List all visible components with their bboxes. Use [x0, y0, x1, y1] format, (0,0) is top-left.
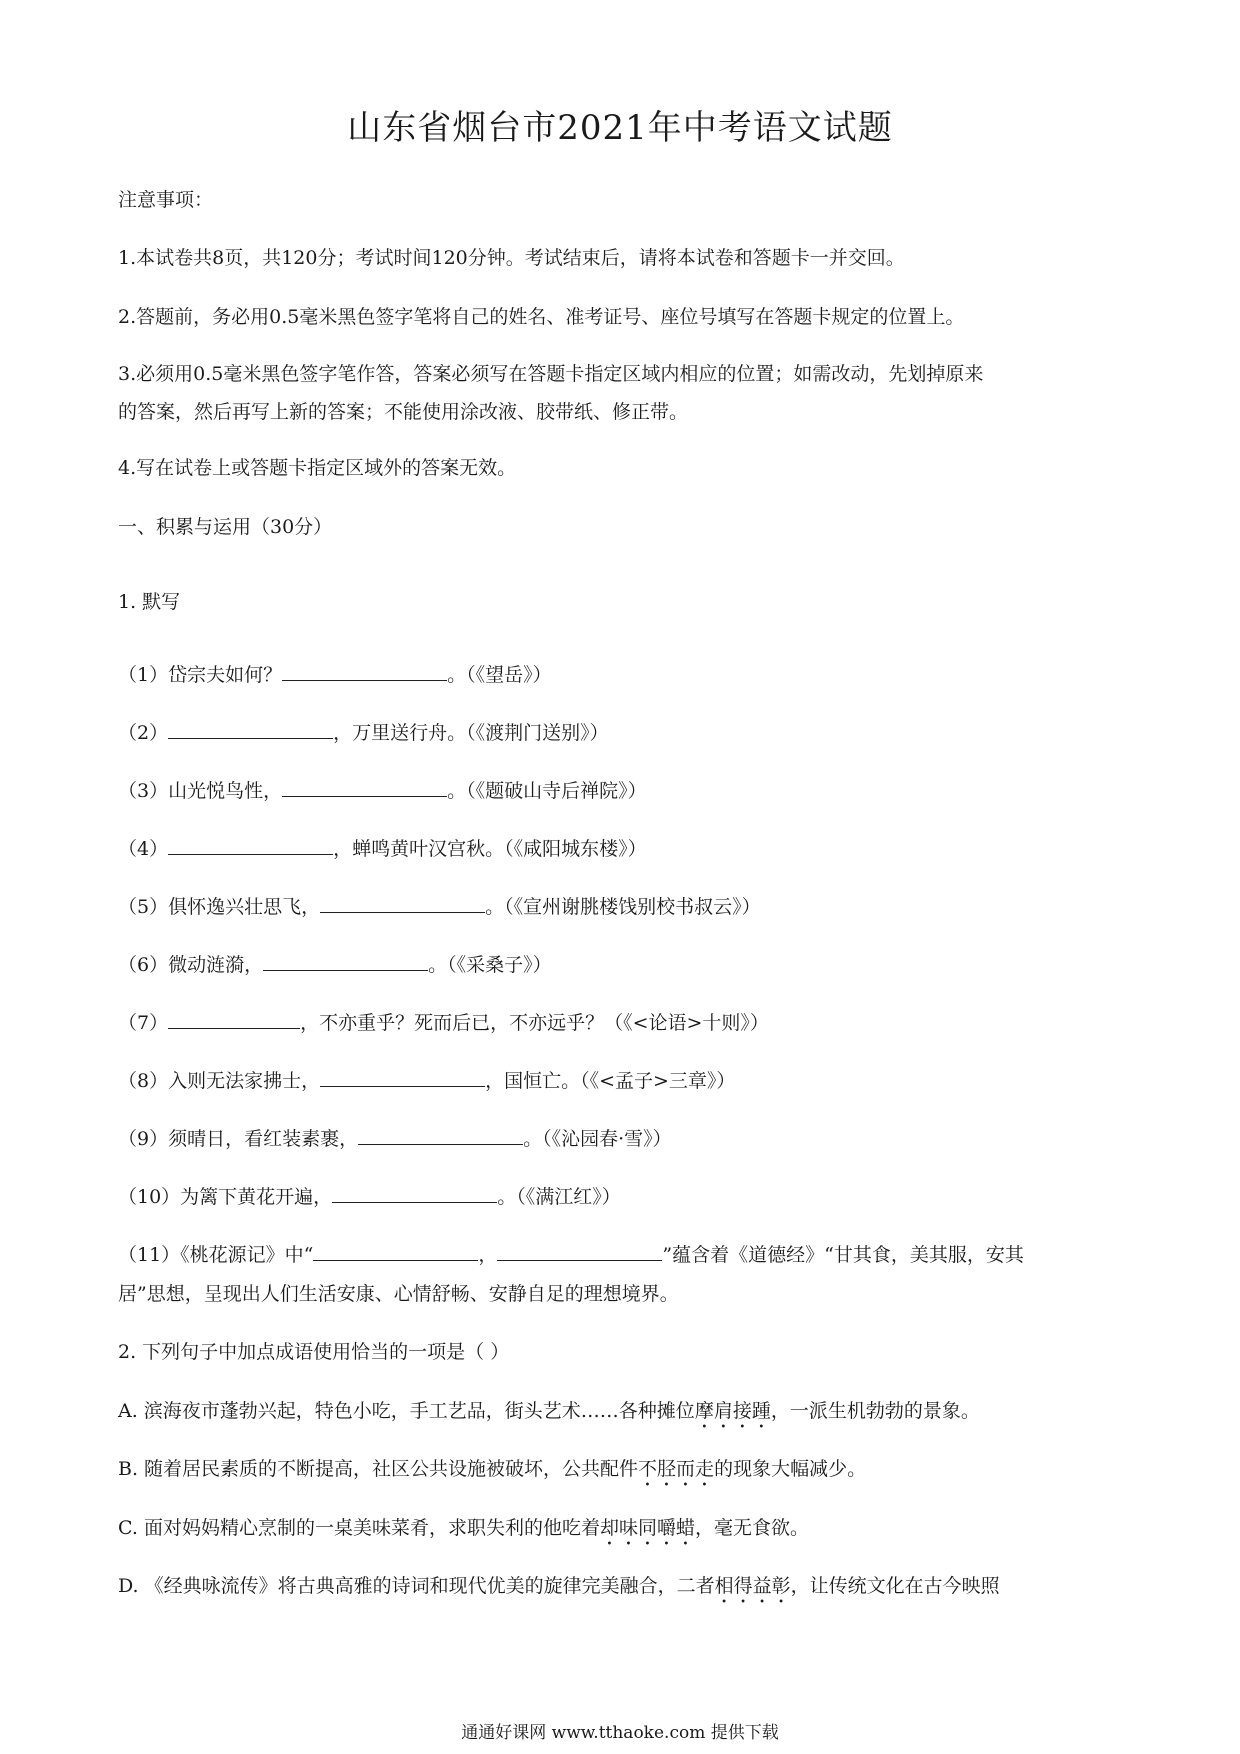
q1-item-6-text: （6）微动涟漪， [118, 954, 264, 976]
answer-blank [497, 1238, 662, 1261]
answer-blank [263, 948, 428, 971]
q1-item-7 [118, 1005, 1133, 1041]
answer-blank [358, 1122, 523, 1145]
q1-item-10 [118, 1179, 1133, 1215]
q1-item-9-source: 。（《沁园春·雪》） [523, 1128, 672, 1150]
q1-item-2-source: ，万里送行舟。（《渡荆门送别》） [333, 722, 609, 744]
q1-item-6-source: 。（《采桑子》） [428, 954, 552, 976]
q1-item-9-text: （9）须晴日，看红装素裹， [118, 1128, 359, 1150]
q1-item-4-source: ，蝉鸣黄叶汉宫秋。（《咸阳城东楼》） [333, 838, 647, 860]
answer-blank [282, 658, 447, 681]
q1-item-6 [118, 947, 1133, 983]
q1-item-3-source: 。（《题破山寺后禅院》） [447, 780, 647, 802]
answer-blank [320, 1064, 485, 1087]
note-item-4: 4.写在试卷上或答题卡指定区域外的答案无效。 [118, 457, 517, 479]
q1-item-9 [118, 1121, 1133, 1157]
notes-heading: 注意事项： [118, 189, 214, 211]
q1-item-10-source: 。（《满江红》） [497, 1186, 621, 1208]
dotted-idiom: 却味同嚼蜡 [599, 1517, 695, 1539]
answer-blank [282, 774, 447, 797]
answer-blank [320, 890, 485, 913]
q1-item-2 [118, 715, 1133, 751]
q1-item-8 [118, 1063, 1133, 1099]
q1-item-1-text: （1）岱宗夫如何？ [118, 664, 283, 686]
note-item-2: 2.答题前，务必用0.5毫米黑色签字笔将自己的姓名、准考证号、座位号填写在答题卡规定的位置上。 [118, 306, 965, 328]
question-1-label: 1. 默写 [118, 591, 181, 613]
q1-item-11-line-2: 居”思想，呈现出人们生活安康、心情舒畅、安静自足的理想境界。 [118, 1283, 679, 1305]
note-item-3-cont: 的答案，然后再写上新的答案；不能使用涂改液、胶带纸、修正带。 [118, 401, 689, 423]
q1-item-10-text: （10）为篱下黄花开遍， [118, 1186, 333, 1208]
note-item-1: 1.本试卷共8页，共120分；考试时间120分钟。考试结束后，请将本试卷和答题卡一并交回。 [118, 247, 905, 269]
dotted-idiom: 不胫而走 [638, 1458, 715, 1480]
q2-option-c: C. 面对妈妈精心烹制的一桌美味菜肴，求职失利的他吃着却味同嚼蜡，毫无食欲。 [118, 1517, 809, 1539]
section-heading: 一、积累与运用（30分） [118, 516, 333, 538]
dotted-idiom: 摩肩接踵 [694, 1400, 771, 1422]
q1-item-1-source: 。（《望岳》） [447, 664, 552, 686]
q1-item-5-source: 。（《宣州谢朓楼饯别校书叔云》） [485, 896, 761, 918]
q1-item-5-text: （5）俱怀逸兴壮思飞， [118, 896, 321, 918]
q1-item-11-comma: ， [478, 1244, 498, 1266]
q1-item-5 [118, 889, 1133, 925]
answer-blank [168, 832, 333, 855]
q1-item-8-text: （8）入则无法家拂士， [118, 1070, 321, 1092]
q1-item-4-text: （4） [118, 838, 169, 860]
q1-item-4 [118, 831, 1133, 867]
answer-blank [168, 716, 333, 739]
q1-item-3-text: （3）山光悦鸟性， [118, 780, 283, 802]
q1-item-3 [118, 773, 1133, 809]
q1-item-7-text: （7） [118, 1012, 169, 1034]
q1-item-7-source: ，不亦重乎？死而后已，不亦远乎？（《<论语>十则》） [300, 1012, 769, 1034]
q2-option-d: D. 《经典咏流传》将古典高雅的诗词和现代优美的旋律完美融合，二者相得益彰，让传统文化在古今映照 [118, 1575, 1000, 1597]
answer-blank [313, 1238, 478, 1261]
answer-blank [332, 1180, 497, 1203]
q2-option-a: A. 滨海夜市蓬勃兴起，特色小吃，手工艺品，街头艺术……各种摊位摩肩接踵，一派生机勃勃的景象。 [118, 1400, 980, 1422]
q1-item-11-text: （11）《桃花源记》中“ [118, 1244, 314, 1266]
q1-item-11 [118, 1237, 1133, 1273]
note-item-3: 3.必须用0.5毫米黑色签字笔作答，答案必须写在答题卡指定区域内相应的位置；如需改动，先划掉原来 [118, 363, 984, 385]
dotted-idiom: 相得益彰 [714, 1575, 791, 1597]
exam-title: 山东省烟台市2021年中考语文试题 [347, 108, 893, 148]
q1-item-11-cont: ”蕴含着《道德经》“甘其食，美其服，安其 [662, 1244, 1024, 1266]
q1-item-2-text: （2） [118, 722, 169, 744]
q1-item-8-source: ，国恒亡。（《<孟子>三章》） [485, 1070, 736, 1092]
q2-option-b: B. 随着居民素质的不断提高，社区公共设施被破坏，公共配件不胫而走的现象大幅减少。 [118, 1458, 867, 1480]
footer-credit: 通通好课网 www.tthaoke.com 提供下载 [461, 1723, 779, 1743]
answer-blank [168, 1006, 300, 1029]
question-2-stem: 2. 下列句子中加点成语使用恰当的一项是（ ） [118, 1341, 510, 1363]
q1-item-1 [118, 657, 1133, 693]
